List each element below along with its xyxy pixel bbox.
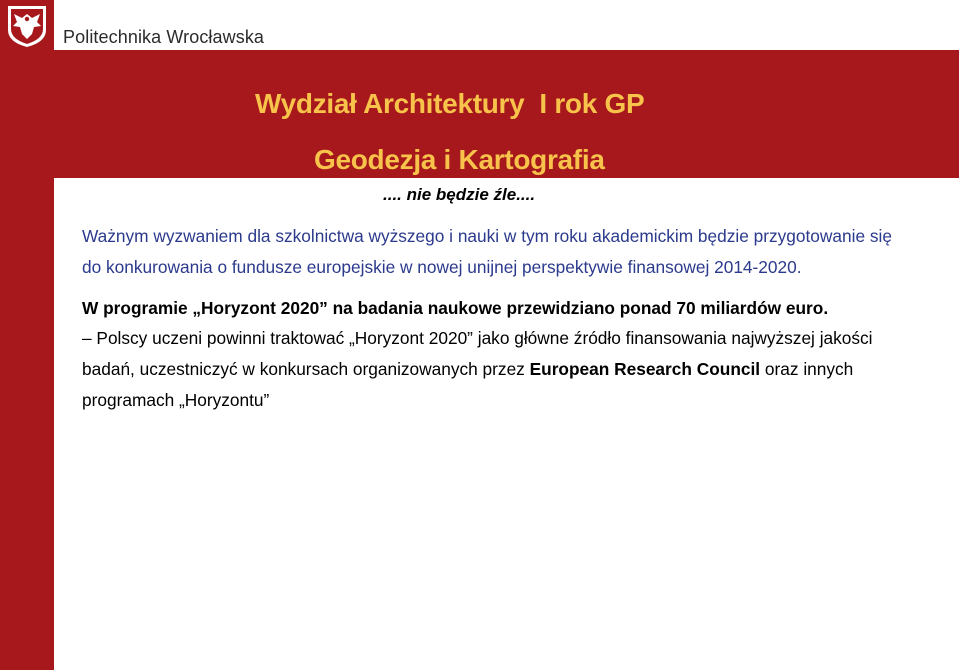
paragraph-students-end: oraz innych programach „Horyzontu” xyxy=(82,359,854,410)
slide-content xyxy=(82,221,902,416)
paragraph-horizon: W programie „Horyzont 2020” na badania naukowe przewidziano ponad 70 miliardów euro. xyxy=(82,298,829,318)
slide-subtitle: Geodezja i Kartografia xyxy=(314,144,605,175)
slide-tagline: .... nie będzie źle.... xyxy=(383,185,536,204)
slide-title: Wydział Architektury I rok GP xyxy=(255,88,645,119)
paragraph-intro: Ważnym wyzwaniem dla szkolnictwa wyższego i nauki w tym roku akademickim będzie przygotowanie się do konkurowania o fundusze europejskie w nowej unijnej perspektywie finansowej 2014-2020. xyxy=(82,226,892,277)
paragraph-students xyxy=(82,323,902,416)
university-logo xyxy=(0,0,54,50)
erc-name: European Research Council xyxy=(529,359,761,379)
paragraph-students-start: – Polscy uczeni powinni traktować „Horyzont 2020” jako główne źródło finansowania najwyższej jakości badań, uczestniczyć w konkursach organizowanych przez xyxy=(82,328,873,379)
left-accent-stripe xyxy=(0,50,54,670)
brand-name: Politechnika Wrocławska xyxy=(63,27,265,47)
eagle-emblem-icon xyxy=(0,0,54,50)
